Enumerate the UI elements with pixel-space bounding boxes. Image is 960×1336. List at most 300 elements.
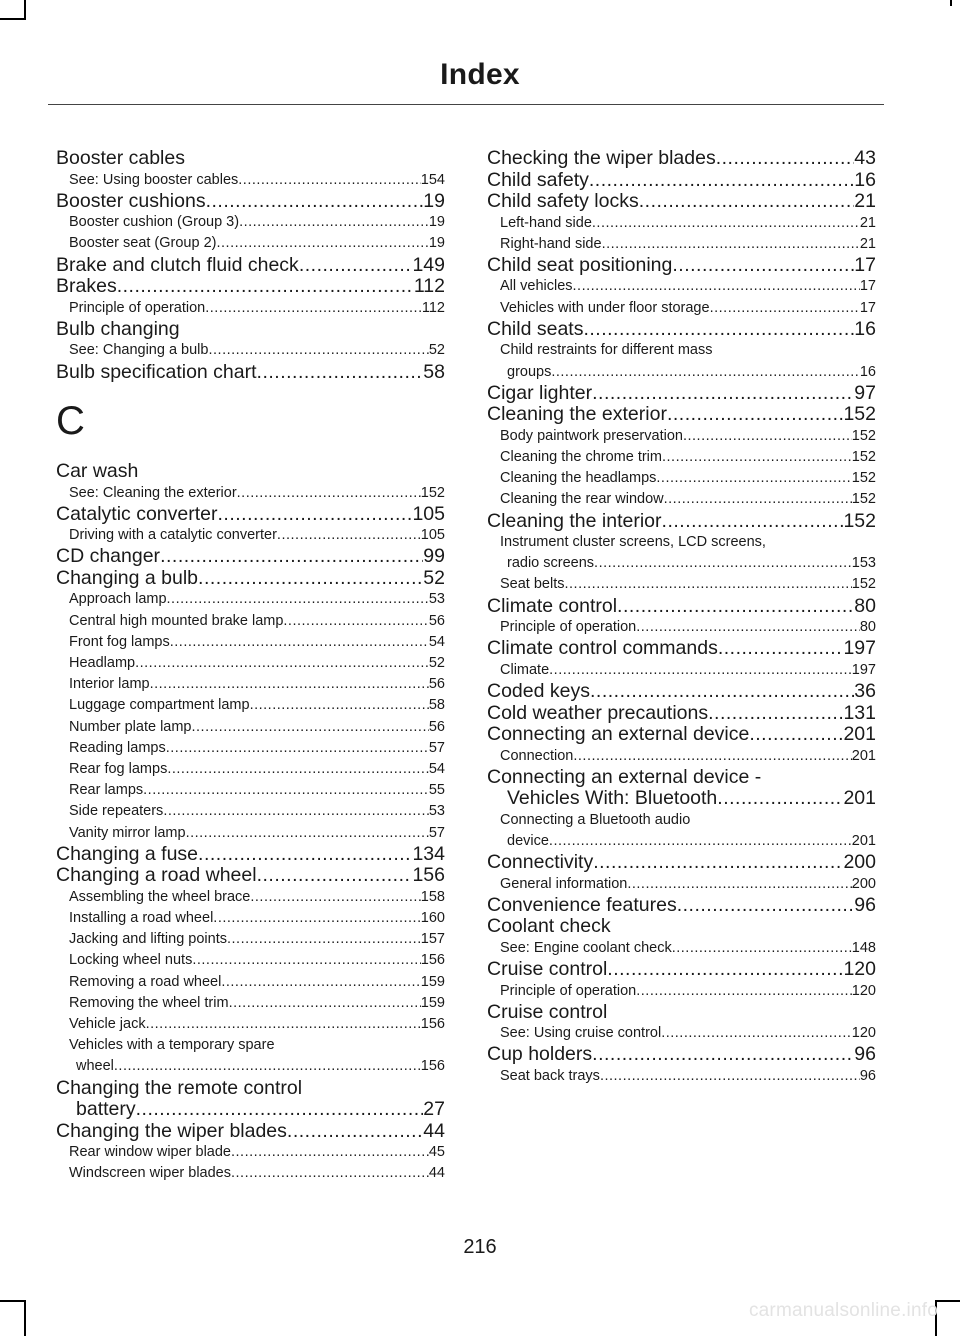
- index-entry: [56, 191, 445, 213]
- dot-leader: [206, 191, 424, 213]
- entry-title-line1: Changing the remote control: [56, 1076, 303, 1099]
- dot-leader: [166, 738, 429, 759]
- entry-title: Changing the wiper blades: [56, 1120, 287, 1142]
- index-subentry: [56, 908, 445, 929]
- entry-title: Side repeaters: [69, 803, 164, 820]
- dot-leader: [198, 568, 423, 590]
- entry-title: Cigar lighter: [487, 382, 593, 404]
- index-entry: [56, 362, 445, 384]
- index-entry: [487, 724, 876, 746]
- entry-title: Booster seat (Group 2): [69, 235, 217, 252]
- entry-page: 56: [428, 612, 445, 629]
- index-entry: [56, 546, 445, 568]
- title-divider: [48, 104, 884, 105]
- index-entry: [487, 1044, 876, 1066]
- index-subentry-wrapped: [487, 810, 876, 852]
- dot-leader: [136, 1099, 424, 1121]
- index-subentry: [487, 981, 876, 1002]
- dot-leader: [257, 865, 413, 887]
- entry-page: 52: [428, 342, 445, 359]
- entry-title: Removing a road wheel: [69, 973, 222, 990]
- dot-leader: [160, 546, 423, 568]
- entry-page: 17: [859, 278, 876, 295]
- index-subentry: [56, 632, 445, 653]
- entry-title: Checking the wiper blades: [487, 148, 716, 169]
- entry-title: Vehicles With: Bluetooth: [507, 788, 718, 810]
- index-subentry: [56, 780, 445, 801]
- entry-title-line2: [487, 553, 876, 574]
- dot-leader: [639, 191, 855, 213]
- entry-title: Principle of operation: [500, 619, 637, 636]
- entry-title-line2: [487, 788, 876, 810]
- entry-page: 152: [851, 448, 876, 465]
- dot-leader: [551, 362, 860, 383]
- entry-page: 58: [428, 697, 445, 714]
- dot-leader: [250, 887, 420, 908]
- entry-page: 201: [851, 747, 876, 764]
- entry-page: 17: [859, 299, 876, 316]
- index-subentry: [56, 1163, 445, 1184]
- dot-leader: [239, 212, 429, 233]
- crop-mark-bottom-left-h: [0, 1300, 26, 1302]
- dot-leader: [257, 362, 424, 384]
- entry-page: 156: [412, 865, 445, 887]
- dot-leader: [135, 653, 429, 674]
- index-subentry: [487, 276, 876, 297]
- entry-page: 53: [428, 803, 445, 820]
- index-subentry: [487, 617, 876, 638]
- entry-title-line1: Connecting an external device -: [487, 765, 762, 788]
- entry-page: 120: [843, 959, 876, 981]
- entry-page: 197: [851, 661, 876, 678]
- entry-page: 197: [843, 638, 876, 660]
- entry-title: wheel: [76, 1058, 114, 1075]
- index-entry: [487, 255, 876, 277]
- entry-title: Vehicle jack: [69, 1016, 146, 1033]
- dot-leader: [667, 404, 844, 426]
- dot-leader: [636, 981, 852, 1002]
- dot-leader: [217, 233, 429, 254]
- entry-title-line1: Connecting a Bluetooth audio: [500, 811, 691, 828]
- entry-page: 19: [428, 214, 445, 231]
- dot-leader: [231, 1163, 429, 1184]
- dot-leader: [592, 1044, 854, 1066]
- entry-title: Changing a road wheel: [56, 865, 257, 887]
- dot-leader: [661, 1023, 852, 1044]
- entry-title: Climate: [500, 661, 550, 678]
- entry-title: Climate control commands: [487, 638, 718, 660]
- dot-leader: [287, 1121, 423, 1143]
- entry-title: Number plate lamp: [69, 718, 192, 735]
- dot-leader: [167, 589, 429, 610]
- entry-page: 54: [428, 761, 445, 778]
- dot-leader: [163, 801, 429, 822]
- entry-title-line1: Vehicles with a temporary spare: [69, 1037, 275, 1054]
- entry-page: 134: [412, 843, 445, 865]
- entry-title: Rear fog lamps: [69, 761, 168, 778]
- index-subentry: [56, 340, 445, 361]
- entry-page: 57: [428, 824, 445, 841]
- entry-page: 152: [843, 510, 876, 532]
- entry-title: Right-hand side: [500, 235, 602, 252]
- entry-page: 52: [428, 655, 445, 672]
- entry-page: 156: [420, 1058, 445, 1075]
- index-entry: [487, 681, 876, 703]
- crop-mark-bottom-right-h: [935, 1300, 960, 1302]
- index-entry: [487, 404, 876, 426]
- entry-title: All vehicles: [500, 278, 573, 295]
- index-subentry: [56, 823, 445, 844]
- index-subentry: [56, 950, 445, 971]
- dot-leader: [592, 383, 854, 405]
- entry-page: 152: [851, 576, 876, 593]
- entry-title: Cleaning the chrome trim: [500, 448, 662, 465]
- dot-leader: [205, 298, 422, 319]
- entry-title: Vanity mirror lamp: [69, 824, 186, 841]
- entry-title: Principle of operation: [500, 982, 637, 999]
- entry-title: See: Using cruise control: [500, 1025, 662, 1042]
- index-column-right: [487, 148, 876, 1087]
- entry-page: 21: [859, 235, 876, 252]
- index-subentry: [487, 213, 876, 234]
- index-subentry: [56, 1142, 445, 1163]
- entry-page: 200: [843, 852, 876, 874]
- index-entry: [56, 568, 445, 590]
- entry-title: Seat belts: [500, 576, 565, 593]
- entry-page: 201: [851, 832, 876, 849]
- entry-page: 200: [851, 875, 876, 892]
- dot-leader: [636, 617, 860, 638]
- entry-page: 156: [420, 952, 445, 969]
- entry-page: 45: [428, 1144, 445, 1161]
- index-entry: [487, 170, 876, 192]
- dot-leader: [231, 1142, 429, 1163]
- entry-title-line2: [56, 1056, 445, 1077]
- entry-page: 157: [420, 931, 445, 948]
- index-subentry: [487, 746, 876, 767]
- index-subentry: [56, 695, 445, 716]
- entry-title: Climate control: [487, 595, 618, 617]
- page-number: 216: [463, 1236, 497, 1258]
- entry-title: Brakes: [56, 276, 117, 298]
- dot-leader: [717, 788, 843, 810]
- dot-leader: [672, 255, 854, 277]
- dot-leader: [710, 298, 860, 319]
- index-subentry: [56, 611, 445, 632]
- entry-page: 57: [428, 739, 445, 756]
- entry-page: 152: [851, 470, 876, 487]
- entry-title: Convenience features: [487, 894, 677, 916]
- crop-mark-top-left-h: [0, 18, 26, 20]
- entry-title: See: Cleaning the exterior: [69, 484, 237, 501]
- entry-page: 56: [428, 676, 445, 693]
- entry-page: 149: [412, 254, 445, 276]
- dot-leader: [150, 674, 429, 695]
- index-subentry-wrapped: [487, 340, 876, 382]
- entry-page: 52: [423, 567, 445, 589]
- dot-leader: [593, 852, 843, 874]
- entry-title: Connection: [500, 747, 574, 764]
- index-subentry: [56, 674, 445, 695]
- dot-leader: [146, 1014, 421, 1035]
- entry-page: 21: [854, 191, 876, 212]
- dot-leader: [229, 993, 421, 1014]
- entry-title: Child seat positioning: [487, 254, 673, 276]
- entry-page: 160: [420, 910, 445, 927]
- index-subentry: [56, 759, 445, 780]
- entry-title: Connectivity: [487, 852, 594, 874]
- watermark: carmanualsonline.info: [748, 1300, 938, 1321]
- dot-leader: [672, 938, 852, 959]
- index-subentry: [487, 1066, 876, 1087]
- entry-page: 36: [854, 681, 876, 703]
- dot-leader: [217, 504, 412, 526]
- dot-leader: [662, 511, 844, 533]
- entry-page: 120: [851, 1025, 876, 1042]
- entry-title: Cup holders: [487, 1044, 593, 1066]
- entry-page: 44: [423, 1120, 445, 1142]
- entry-page: 152: [843, 404, 876, 426]
- entry-title: Reading lamps: [69, 739, 166, 756]
- entry-title: Cleaning the headlamps: [500, 470, 657, 487]
- index-entry: [487, 959, 876, 981]
- dot-leader: [213, 908, 421, 929]
- entry-page: 112: [413, 276, 445, 298]
- index-entry: [56, 255, 445, 277]
- index-subentry: [56, 170, 445, 191]
- dot-leader: [708, 703, 843, 725]
- index-subentry: [56, 589, 445, 610]
- index-subentry: [487, 447, 876, 468]
- index-entry: [487, 703, 876, 725]
- index-subentry: [487, 426, 876, 447]
- index-heading: Coolant check: [487, 915, 611, 938]
- entry-page: 158: [420, 888, 445, 905]
- entry-title: Luggage compartment lamp: [69, 697, 250, 714]
- entry-title: Catalytic converter: [56, 503, 218, 525]
- index-entry: [56, 865, 445, 887]
- dot-leader: [238, 170, 421, 191]
- entry-title: Child seats: [487, 318, 584, 340]
- entry-title: Rear window wiper blade: [69, 1144, 231, 1161]
- entry-page: 120: [851, 982, 876, 999]
- entry-title: Removing the wheel trim: [69, 994, 229, 1011]
- index-entry: [487, 319, 876, 341]
- index-subentry: [56, 738, 445, 759]
- entry-page: 19: [423, 190, 445, 212]
- dot-leader: [565, 574, 852, 595]
- entry-page: 105: [420, 527, 445, 544]
- index-subentry: [56, 212, 445, 233]
- dot-leader: [607, 959, 843, 981]
- entry-page: 152: [420, 484, 445, 501]
- index-subentry: [487, 489, 876, 510]
- entry-title: Cold weather precautions: [487, 702, 709, 724]
- entry-title: Front fog lamps: [69, 633, 170, 650]
- dot-leader: [549, 660, 852, 681]
- entry-title: Child safety: [487, 169, 589, 191]
- index-entry: [56, 844, 445, 866]
- entry-page: 201: [843, 788, 876, 810]
- entry-title: Assembling the wheel brace: [69, 888, 251, 905]
- entry-title: See: Engine coolant check: [500, 939, 672, 956]
- entry-title: See: Changing a bulb: [69, 342, 209, 359]
- entry-page: 96: [859, 1067, 876, 1084]
- index-subentry: [487, 298, 876, 319]
- entry-page: 19: [428, 235, 445, 252]
- entry-title: Cleaning the exterior: [487, 404, 667, 426]
- index-subentry: [56, 717, 445, 738]
- entry-title: Body paintwork preservation: [500, 427, 683, 444]
- entry-page: 16: [854, 318, 876, 340]
- dot-leader: [549, 831, 852, 852]
- entry-page: 159: [420, 994, 445, 1011]
- entry-title: Left-hand side: [500, 214, 592, 231]
- entry-title: Bulb specification chart: [56, 361, 257, 383]
- dot-leader: [186, 823, 429, 844]
- dot-leader: [250, 695, 429, 716]
- dot-leader: [718, 638, 844, 660]
- entry-page: 58: [423, 361, 445, 383]
- entry-page: 44: [428, 1165, 445, 1182]
- index-entry-wrapped: [487, 767, 876, 810]
- entry-title: Cleaning the interior: [487, 510, 662, 532]
- entry-page: 21: [859, 214, 876, 231]
- section-letter: C: [56, 399, 85, 444]
- entry-title: Headlamp: [69, 655, 136, 672]
- dot-leader: [117, 276, 414, 298]
- dot-leader: [589, 170, 854, 192]
- entry-title: Interior lamp: [69, 676, 150, 693]
- index-entry: [487, 852, 876, 874]
- index-subentry: [56, 525, 445, 546]
- entry-page: 80: [854, 595, 876, 617]
- entry-title: Coded keys: [487, 681, 590, 703]
- entry-title: Locking wheel nuts: [69, 952, 193, 969]
- entry-page: 80: [859, 619, 876, 636]
- entry-page: 156: [420, 1016, 445, 1033]
- page-title: Index: [440, 58, 520, 91]
- entry-title: Jacking and lifting points: [69, 931, 227, 948]
- index-subentry: [487, 574, 876, 595]
- index-subentry: [56, 993, 445, 1014]
- entry-title: Rear lamps: [69, 782, 144, 799]
- dot-leader: [114, 1056, 421, 1077]
- entry-title: battery: [76, 1099, 136, 1121]
- entry-title: Brake and clutch fluid check: [56, 254, 299, 276]
- index-subentry: [487, 468, 876, 489]
- entry-page: 105: [412, 503, 445, 525]
- index-subentry: [56, 972, 445, 993]
- entry-page: 55: [428, 782, 445, 799]
- entry-page: 148: [851, 939, 876, 956]
- entry-page: 99: [423, 546, 445, 568]
- entry-title: radio screens: [507, 555, 595, 572]
- index-subentry: [56, 1014, 445, 1035]
- index-subentry-wrapped: [487, 532, 876, 574]
- dot-leader: [594, 553, 852, 574]
- dot-leader: [683, 426, 852, 447]
- entry-title: Connecting an external device: [487, 724, 750, 746]
- index-subentry: [56, 801, 445, 822]
- entry-title-line2: [487, 362, 876, 383]
- entry-page: 201: [843, 724, 876, 746]
- dot-leader: [583, 319, 854, 341]
- dot-leader: [664, 489, 852, 510]
- dot-leader: [590, 681, 854, 703]
- dot-leader: [198, 844, 412, 866]
- index-heading: Car wash: [56, 460, 139, 483]
- index-entry-wrapped: [56, 1078, 445, 1121]
- index-subentry: [56, 233, 445, 254]
- index-subentry: [56, 653, 445, 674]
- dot-leader: [617, 596, 854, 618]
- index-subentry: [56, 298, 445, 319]
- entry-title: Windscreen wiper blades: [69, 1165, 231, 1182]
- entry-title-line1: Child restraints for different mass: [500, 342, 713, 359]
- entry-title: groups: [507, 363, 552, 380]
- entry-page: 97: [854, 382, 876, 404]
- entry-page: 159: [420, 973, 445, 990]
- dot-leader: [167, 759, 429, 780]
- index-entry: [56, 504, 445, 526]
- index-entry: [487, 383, 876, 405]
- entry-title: Changing a bulb: [56, 567, 199, 589]
- index-subentry: [487, 660, 876, 681]
- entry-title: Seat back trays: [500, 1067, 600, 1084]
- entry-title: Booster cushion (Group 3): [69, 214, 240, 231]
- index-entry: [56, 1121, 445, 1143]
- entry-title: Child safety locks: [487, 191, 639, 212]
- entry-page: 96: [854, 1044, 876, 1066]
- dot-leader: [237, 483, 421, 504]
- entry-page: 43: [854, 148, 876, 169]
- entry-page: 131: [843, 702, 876, 724]
- dot-leader: [602, 234, 860, 255]
- entry-title: Cleaning the rear window: [500, 491, 664, 508]
- index-subentry: [487, 1023, 876, 1044]
- dot-leader: [192, 950, 420, 971]
- index-subentry: [56, 483, 445, 504]
- dot-leader: [170, 632, 429, 653]
- index-heading: Booster cables: [56, 147, 185, 169]
- entry-title: Installing a road wheel: [69, 910, 214, 927]
- dot-leader: [627, 874, 851, 895]
- dot-leader: [592, 213, 860, 234]
- dot-leader: [573, 276, 860, 297]
- dot-leader: [299, 255, 413, 277]
- index-entry: [487, 895, 876, 917]
- entry-page: 16: [859, 363, 876, 380]
- index-subentry-wrapped: [56, 1035, 445, 1077]
- dot-leader: [283, 611, 428, 632]
- index-entry: [487, 511, 876, 533]
- entry-title: Central high mounted brake lamp: [69, 612, 284, 629]
- index-entry: [487, 191, 876, 213]
- dot-leader: [277, 525, 421, 546]
- crop-mark-top-left-v: [24, 0, 26, 20]
- index-subentry: [487, 234, 876, 255]
- index-subentry: [56, 929, 445, 950]
- entry-title: Booster cushions: [56, 190, 206, 212]
- entry-title: Principle of operation: [69, 299, 206, 316]
- entry-page: 152: [851, 427, 876, 444]
- dot-leader: [227, 929, 421, 950]
- crop-mark-bottom-left-v: [24, 1300, 26, 1336]
- dot-leader: [677, 895, 855, 917]
- index-subentry: [487, 874, 876, 895]
- index-entry: [487, 638, 876, 660]
